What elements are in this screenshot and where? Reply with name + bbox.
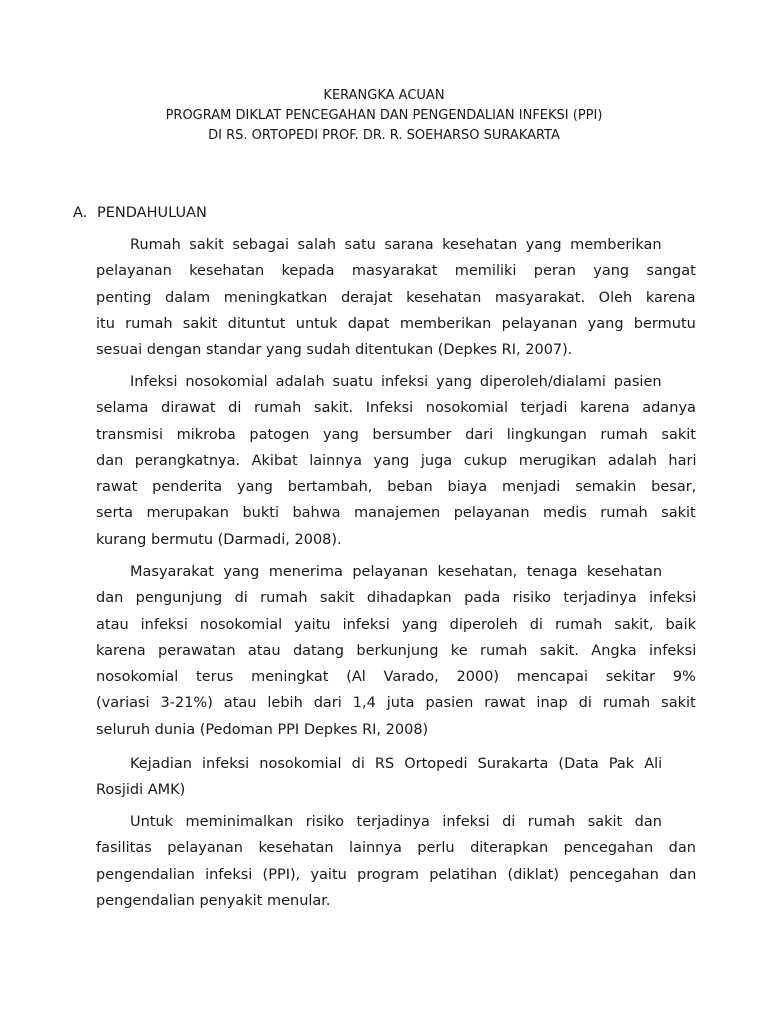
paragraph-1	[96, 232, 696, 363]
paragraph-line: serta merupakan bukti bahwa manajemen pelayanan medis rumah sakit	[96, 505, 696, 522]
section-heading	[73, 203, 207, 223]
title-line-2: PROGRAM DIKLAT PENCEGAHAN DAN PENGENDALIAN INFEKSI (PPI)	[165, 108, 603, 123]
paragraph-3	[96, 559, 696, 743]
paragraph-line: penting dalam meningkatkan derajat kesehatan masyarakat. Oleh karena	[96, 289, 696, 306]
paragraph-line: Rumah sakit sebagai salah satu sarana kesehatan yang memberikan	[130, 237, 662, 253]
paragraph-line: atau infeksi nosokomial yaitu infeksi yang diperoleh di rumah sakit, baik	[96, 616, 696, 633]
paragraph-5	[96, 809, 696, 914]
paragraph-line: pelayanan kesehatan kepada masyarakat memiliki peran yang sangat	[96, 263, 696, 280]
title-line-3: DI RS. ORTOPEDI PROF. DR. R. SOEHARSO SURAKARTA	[208, 128, 560, 143]
paragraph-line: kurang bermutu (Darmadi, 2008).	[96, 531, 342, 548]
section-title: PENDAHULUAN	[97, 205, 207, 221]
paragraph-2	[96, 369, 696, 553]
paragraph-line: Infeksi nosokomial adalah suatu infeksi yang diperoleh/dialami pasien	[130, 374, 662, 390]
paragraph-line: nosokomial terus meningkat (Al Varado, 2000) mencapai sekitar 9%	[96, 669, 696, 686]
paragraph-line: fasilitas pelayanan kesehatan lainnya perlu diterapkan pencegahan dan	[96, 840, 696, 857]
paragraph-line: sesuai dengan standar yang sudah ditentukan (Depkes RI, 2007).	[96, 342, 573, 359]
paragraph-line: Masyarakat yang menerima pelayanan kesehatan, tenaga kesehatan	[130, 564, 663, 580]
paragraph-4	[96, 751, 696, 804]
section-number: A.	[73, 205, 88, 221]
title-line-1: KERANGKA ACUAN	[323, 88, 445, 103]
paragraph-line: pengendalian infeksi (PPI), yaitu program pelatihan (diklat) pencegahan dan	[96, 866, 697, 883]
paragraph-line: rawat penderita yang bertambah, beban biaya menjadi semakin besar,	[96, 479, 697, 496]
paragraph-line: Untuk meminimalkan risiko terjadinya infeksi di rumah sakit dan	[130, 814, 662, 830]
paragraph-line: (variasi 3-21%) atau lebih dari 1,4 juta pasien rawat inap di rumah sakit	[96, 695, 696, 712]
paragraph-line: selama dirawat di rumah sakit. Infeksi nosokomial terjadi karena adanya	[96, 400, 696, 417]
paragraph-line: Kejadian infeksi nosokomial di RS Ortopedi Surakarta (Data Pak Ali	[130, 756, 663, 772]
paragraph-line: seluruh dunia (Pedoman PPI Depkes RI, 2008)	[96, 721, 429, 738]
paragraph-line: karena perawatan atau datang berkunjung ke rumah sakit. Angka infeksi	[96, 642, 697, 659]
paragraph-line: Rosjidi AMK)	[96, 782, 186, 799]
paragraph-line: transmisi mikroba patogen yang bersumber dari lingkungan rumah sakit	[96, 426, 696, 443]
document-title	[0, 86, 768, 146]
paragraph-line: dan pengunjung di rumah sakit dihadapkan pada risiko terjadinya infeksi	[96, 590, 697, 607]
paragraph-line: pengendalian penyakit menular.	[96, 892, 331, 909]
paragraph-line: itu rumah sakit dituntut untuk dapat memberikan pelayanan yang bermutu	[96, 315, 696, 332]
paragraph-line: dan perangkatnya. Akibat lainnya yang juga cukup merugikan adalah hari	[96, 452, 697, 469]
